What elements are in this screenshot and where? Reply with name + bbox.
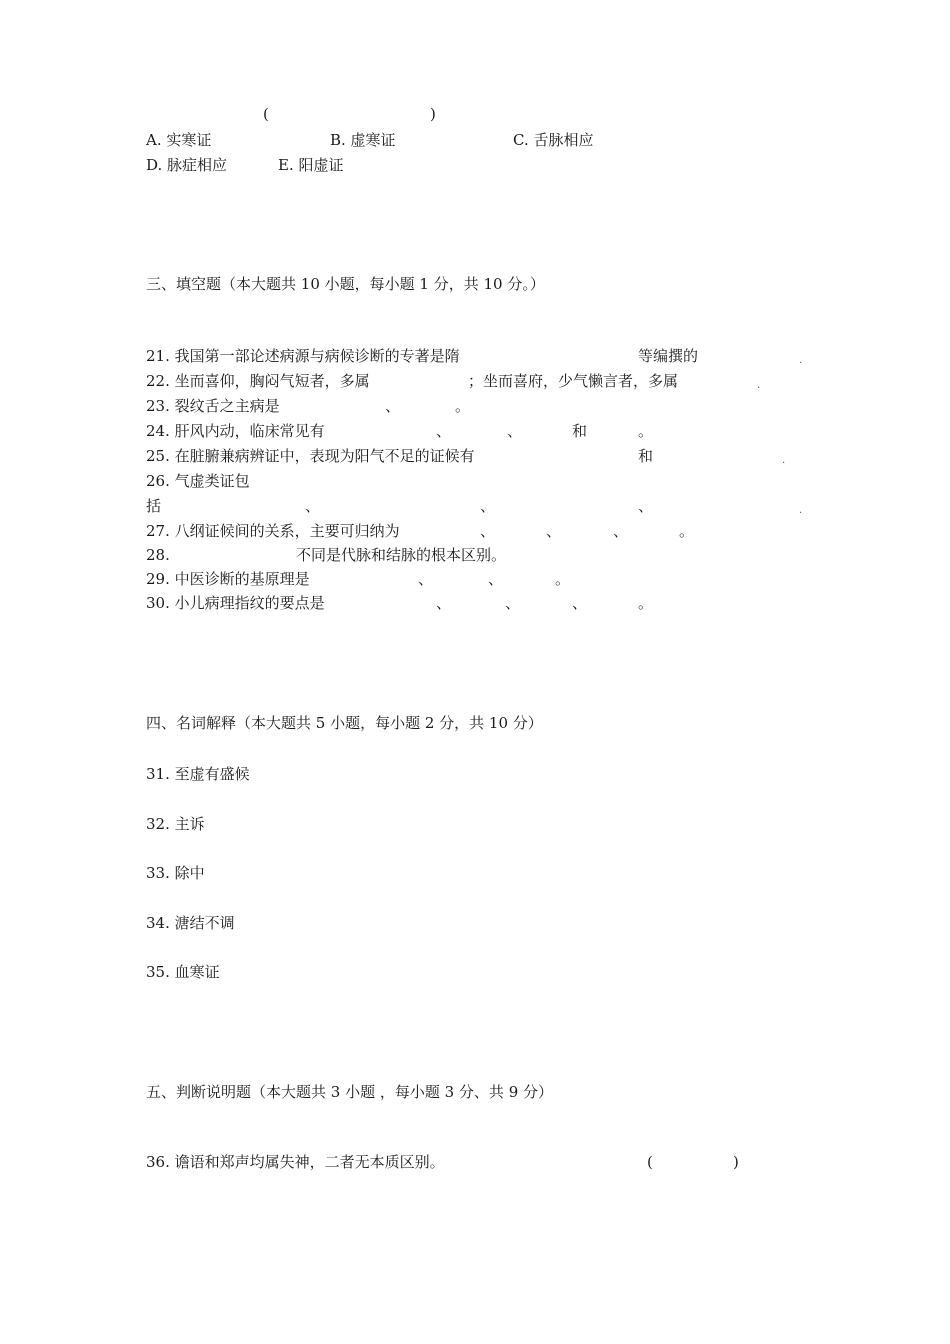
answer-paren-open: (	[263, 105, 269, 123]
q29-sep1: 、	[418, 570, 434, 588]
q36-paren-close: )	[733, 1153, 739, 1171]
q29-end: 。	[555, 570, 571, 588]
q23-text: 23. 裂纹舌之主病是	[146, 397, 280, 415]
q25-blank-dot: .	[782, 455, 786, 466]
q28-text: 不同是代脉和结脉的根本区别。	[296, 546, 507, 564]
q30-sep1: 、	[436, 594, 452, 612]
list-item: 32. 主诉	[146, 815, 205, 833]
q21-mid: 等编撰的	[638, 347, 699, 365]
q30-sep2: 、	[505, 594, 521, 612]
list-item: 31. 至虚有盛候	[146, 765, 250, 783]
q22-mid: ；坐而喜府，少气懒言者，多属	[468, 372, 679, 390]
option-d: D. 脉症相应	[146, 156, 228, 174]
answer-paren-close: )	[430, 105, 436, 123]
q21-text: 21. 我国第一部论述病源与病候诊断的专著是隋	[146, 347, 460, 365]
q24-sep1: 、	[436, 422, 452, 440]
option-c: C. 舌脉相应	[513, 131, 594, 149]
q25-text: 25. 在脏腑兼病辨证中，表现为阳气不足的证候有	[146, 447, 475, 465]
q23-end: 。	[455, 397, 471, 415]
q27-sep1: 、	[480, 522, 496, 540]
section4-heading: 四、名词解释（本大题共 5 小题，每小题 2 分，共 10 分）	[146, 714, 543, 732]
q26-blank-dot: .	[799, 505, 803, 516]
q29-text: 29. 中医诊断的基原理是	[146, 570, 310, 588]
q36-text: 36. 谵语和郑声均属失神，二者无本质区别。	[146, 1153, 445, 1171]
q30-sep3: 、	[572, 594, 588, 612]
q21-blank-dot: .	[799, 355, 803, 366]
q26-text2: 括	[146, 497, 162, 515]
q30-text: 30. 小儿病理指纹的要点是	[146, 594, 325, 612]
q25-sep1: 和	[638, 447, 654, 465]
q26-text: 26. 气虚类证包	[146, 472, 250, 490]
q22-text: 22. 坐而喜仰，胸闷气短者，多属	[146, 372, 370, 390]
option-a: A. 实寒证	[146, 131, 212, 149]
q22-blank-dot: .	[757, 380, 761, 391]
section5-heading: 五、判断说明题（本大题共 3 小题 ，每小题 3 分、共 9 分）	[146, 1083, 554, 1101]
q30-end: 。	[638, 594, 654, 612]
q26-sep3: 、	[638, 497, 654, 515]
list-item: 34. 溏结不调	[146, 914, 235, 932]
list-item: 35. 血寒证	[146, 963, 220, 981]
q28-num: 28.	[146, 546, 170, 564]
option-b: B. 虚寒证	[330, 131, 396, 149]
q26-sep1: 、	[305, 497, 321, 515]
q23-sep1: 、	[385, 397, 401, 415]
list-item: 33. 除中	[146, 864, 205, 882]
section3-heading: 三、填空题（本大题共 10 小题，每小题 1 分，共 10 分。）	[146, 275, 545, 293]
q36-paren-open: (	[647, 1153, 653, 1171]
q29-sep2: 、	[488, 570, 504, 588]
q24-sep3: 和	[572, 422, 588, 440]
q26-sep2: 、	[480, 497, 496, 515]
q27-sep2: 、	[546, 522, 562, 540]
q24-sep2: 、	[507, 422, 523, 440]
option-e: E. 阳虚证	[278, 156, 344, 174]
q27-sep3: 、	[613, 522, 629, 540]
q24-end: 。	[638, 422, 654, 440]
q27-text: 27. 八纲证候间的关系，主要可归纳为	[146, 522, 400, 540]
q27-end: 。	[679, 522, 695, 540]
q24-text: 24. 肝风内动，临床常见有	[146, 422, 325, 440]
